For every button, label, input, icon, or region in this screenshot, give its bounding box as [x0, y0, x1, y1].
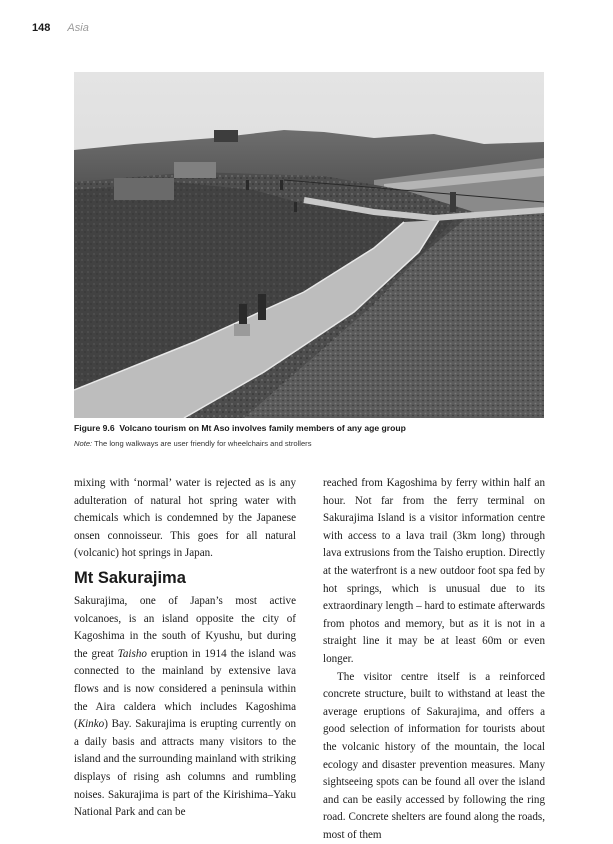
- figure-photo: [74, 72, 544, 418]
- volcano-walkway-photo: [74, 72, 544, 418]
- p2-italic-taisho: Taisho: [117, 647, 147, 660]
- running-head: [32, 22, 89, 34]
- right-column: [323, 475, 545, 844]
- figure-caption: [74, 423, 544, 448]
- left-paragraph-1: mixing with ‘normal’ water is rejected as is any adulteration of natural hot spring water with chemicals which is condemned by the Japanese onsen connoisseur. This goes for all natural (volcanic) hot springs in Japan.: [74, 477, 296, 560]
- section-heading: Mt Sakurajima: [74, 568, 186, 587]
- p2-text-c: ) Bay. Sakurajima is erupting currently on a daily basis and attracts many visitors to the island and the surrounding mainland with striking displays of rising ash columns and rumbling noises. Sakurajima is part of the Kirishima–Yaku National Park and can be: [74, 718, 296, 819]
- figure-note-label: Note:: [74, 439, 93, 448]
- figure-note: [74, 439, 544, 448]
- right-paragraph-1: reached from Kagoshima by ferry within half an hour. Not far from the ferry terminal on Sakurajima Island is a visitor information centre with access to a lava trail (3km long) through lava extrusions from the Taisho eruption. Directly at the waterfront is a new outdoor foot spa fed by hot springs, which is unusual due to its extraordinary length – hard to estimate afterwards from photos and memory, but as it is not in a straight line it may be at least 60m or even longer.: [323, 477, 545, 665]
- left-column: [74, 475, 296, 822]
- p2-italic-kinko: Kinko: [77, 718, 105, 731]
- running-title: Asia: [67, 22, 89, 34]
- figure-title: Volcano tourism on Mt Aso involves family members of any age group: [119, 423, 406, 433]
- left-paragraph-2: [74, 593, 296, 822]
- p2-text-a: Sakurajima, one of Japan’s most active volcanoes, is an island opposite the city of Kagoshima in the south of Kyushu, but during the great: [74, 594, 296, 660]
- figure-label: Figure 9.6: [74, 423, 115, 433]
- page-number: 148: [32, 22, 51, 34]
- figure-caption-title: [74, 423, 544, 433]
- figure-note-text: The long walkways are user friendly for wheelchairs and strollers: [94, 439, 312, 448]
- p2-text-b: eruption in 1914 the island was connected to the mainland by extensive lava flows and is now considered a peninsula within the Aira caldera which includes Kagoshima (: [74, 647, 296, 731]
- right-paragraph-2: The visitor centre itself is a reinforced concrete structure, built to withstand at least the average eruptions of Sakurajima, and offers a good selection of information for tourists about the volcanic history of the mountain, the local ecology and disaster prevention measures. Many sightseeing spots can be found all over the island and can be easily accessed by following the ring road. Concrete shelters are found along the roads, most of them: [323, 670, 545, 841]
